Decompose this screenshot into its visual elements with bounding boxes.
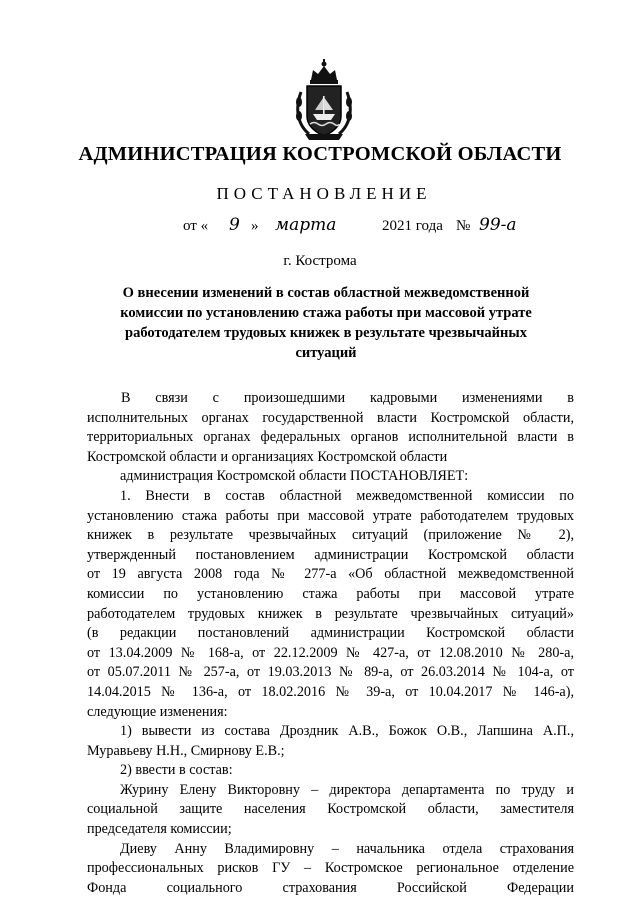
body-line: (в редакции постановлений администрации Костромской области (87, 625, 574, 642)
body-line: социальной защите населения Костромской области, заместителя (87, 801, 574, 818)
organization-title: АДМИНИСТРАЦИЯ КОСТРОМСКОЙ ОБЛАСТИ (78, 143, 562, 165)
coat-of-arms-emblem (293, 58, 355, 142)
body-line: работодателем трудовых книжек в результате чрезвычайных ситуаций» (87, 605, 574, 622)
date-month-handwritten: марта (275, 215, 337, 235)
body-line: территориальных органах федеральных органов исполнительной власти в (87, 429, 574, 446)
date-day-handwritten: 9 (229, 215, 240, 235)
subject-line: работодателем трудовых книжек в результате чрезвычайных (125, 325, 527, 341)
date-number-line (0, 215, 640, 244)
document-number-handwritten: 99-а (479, 215, 517, 235)
body-line: председателя комиссии; (87, 821, 232, 838)
body-line: книжек в результате чрезвычайных ситуаций (приложение № 2), (87, 527, 574, 544)
body-line: утвержденный постановлением администрации Костромской области (87, 546, 574, 563)
body-line: от 05.07.2011 № 257-а, от 19.03.2013 № 89-а, от 26.03.2014 № 104-а, от (87, 664, 574, 681)
body-line: от 13.04.2009 № 168-а, от 22.12.2009 № 427-а, от 12.08.2010 № 280-а, (87, 644, 574, 661)
body-line: исполнительных органах государственной власти Костромской области, (87, 409, 574, 426)
body-line: профессиональных рисков ГУ – Костромское региональное отделение (87, 860, 574, 877)
body-line: администрация Костромской области ПОСТАНОВЛЯЕТ: (120, 468, 469, 485)
body-line: установлению стажа работы при массовой утрате работодателем трудовых (87, 507, 574, 524)
number-sign: № (456, 218, 471, 234)
body-line: 1. Внести в состав областной межведомственной комиссии по (120, 487, 574, 504)
date-prefix: от « (183, 218, 209, 234)
subject-line: ситуаций (295, 345, 357, 361)
document-subject (96, 283, 556, 363)
body-line: Фонда социального страхования Российской Федерации (87, 879, 574, 896)
body-line: следующие изменения: (87, 703, 228, 720)
body-line: Муравьеву Н.Н., Смирнову Е.В.; (87, 742, 285, 759)
document-type-heading: ПОСТАНОВЛЕНИЕ (216, 184, 432, 203)
body-line: 14.04.2015 № 136-а, от 18.02.2016 № 39-а, от 10.04.2017 № 146-а), (87, 683, 574, 700)
body-line: Журину Елену Викторовну – директора департамента по труду и (120, 781, 574, 798)
city-label: г. Кострома (283, 253, 357, 269)
body-line: комиссии по установлению стажа работы при массовой утрате (87, 585, 574, 602)
body-line: 1) вывести из состава Дроздник А.В., Божок О.В., Лапшина А.П., (120, 723, 574, 740)
date-quote-close: » (251, 218, 259, 234)
date-year: 2021 года (382, 218, 443, 234)
body-line: 2) ввести в состав: (120, 762, 233, 779)
subject-line: О внесении изменений в состав областной межведомственной (122, 285, 530, 301)
body-line: Диеву Анну Владимировну – начальника отдела страхования (120, 840, 574, 857)
document-body (87, 389, 574, 898)
body-line: от 19 августа 2008 года № 277-а «Об областной межведомственной (87, 566, 574, 583)
subject-line: комиссии по установлению стажа работы при массовой утрате (120, 305, 532, 321)
body-line: Костромской области и организациях Костромской области (87, 448, 448, 465)
body-line: В связи с произошедшими кадровыми изменениями в (121, 390, 574, 406)
